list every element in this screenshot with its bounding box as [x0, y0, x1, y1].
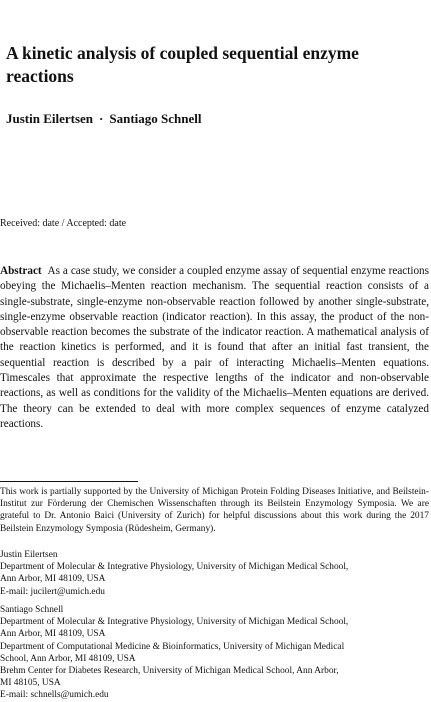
affiliation-line: Department of Molecular & Integrative Physiology, University of Michigan Medical School, [0, 617, 349, 628]
affiliation-eilertsen [0, 549, 429, 598]
affiliation-line: Department of Computational Medicine & Bioinformatics, University of Michigan Medical [0, 641, 345, 652]
author-line [6, 111, 202, 127]
author-separator: · [99, 111, 104, 126]
affiliation-schnell [0, 604, 429, 702]
abstract-text: As a case study, we consider a coupled enzyme assay of sequential enzyme reactions obeying the Michaelis–Menten reaction mechanism. The sequential reaction consists of a single-substrate, single-enzyme non-observable reaction followed by another single-substrate, single-enzyme observable reaction (indicator reaction). In this assay, the product of the non-observable reaction becomes the substrate of the indicator reaction. A mathematical analysis of the reaction kinetics is performed, and it is found that after an initial fast transient, the sequential reaction is described by a pair of interacting Michaelis–Menten equations. Timescales that approximate the respective lengths of the indicator and non-observable reactions, as well as conditions for the validity of the Michaelis–Menten equations are derived. The theory can be extended to deal with more complex sequences of enzyme catalyzed reactions. [0, 265, 430, 430]
affiliation-line: Santiago Schnell [0, 605, 64, 615]
affiliation-line: Ann Arbor, MI 48109, USA [0, 629, 106, 640]
affiliation-email[interactable]: E-mail: schnells@umich.edu [0, 690, 109, 701]
affiliation-line: School, Ann Arbor, MI 48109, USA [0, 653, 136, 664]
author-name: Santiago Schnell [109, 111, 202, 126]
funding-footnote: This work is partially supported by the University of Michigan Protein Folding Diseases Initiative, and Beilstein-Institut zur Förderung der Chemischen Wissenschaften through its Beilstein Enzymology Symposia. We are grateful to Dr. Antonio Baici (University of Zurich) for helpful discussions about this work during the 2017 Beilstein Enzymology Symposia (Rüdesheim, Germany). [0, 487, 429, 534]
affiliation-line: Brehm Center for Diabetes Research, University of Michigan Medical School, Ann Arbor, [0, 666, 339, 677]
affiliation-line: MI 48105, USA [0, 678, 61, 689]
footnote-rule [0, 481, 138, 482]
affiliation-line: Department of Molecular & Integrative Physiology, University of Michigan Medical School, [0, 562, 349, 573]
affiliation-line: Justin Eilertsen [0, 550, 58, 560]
affiliation-line: Ann Arbor, MI 48109, USA [0, 574, 106, 585]
paper-title: A kinetic analysis of coupled sequential enzyme reactions [6, 43, 359, 86]
affiliation-email[interactable]: E-mail: jucilert@umich.edu [0, 586, 105, 597]
abstract-heading: Abstract [0, 265, 42, 277]
author-name: Justin Eilertsen [6, 111, 94, 126]
abstract [0, 264, 429, 432]
received-accepted-dates: Received: date / Accepted: date [0, 218, 127, 229]
